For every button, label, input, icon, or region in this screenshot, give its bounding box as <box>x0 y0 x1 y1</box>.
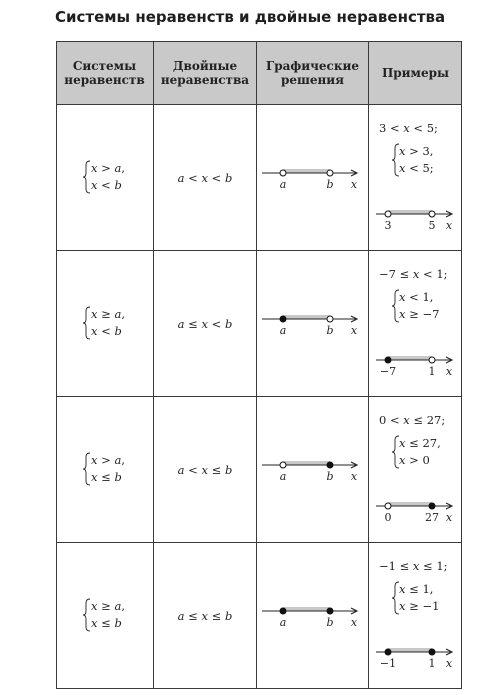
right-endpoint-label: 1 <box>428 657 436 670</box>
graphic-number-line <box>262 604 369 630</box>
left-endpoint-label: −1 <box>379 657 397 670</box>
open-point-left <box>385 211 391 217</box>
system-brace <box>83 160 91 194</box>
open-point-right <box>327 170 333 176</box>
page-title: Системы неравенств и двойные неравенства <box>55 8 446 26</box>
example-double-inequality: −7 ≤ x < 1; <box>379 267 448 281</box>
open-point-left <box>385 503 391 509</box>
axis-label: x <box>445 219 453 232</box>
double-inequality: a < x ≤ b <box>177 463 233 477</box>
open-point-left <box>280 462 286 468</box>
header-examples: Примеры <box>381 65 450 80</box>
closed-point-left <box>280 316 286 322</box>
graphic-number-line <box>262 312 369 338</box>
example-double-inequality: 3 < x < 5; <box>379 121 438 135</box>
system-line: x ≥ −1 <box>399 599 440 613</box>
system-line: x ≤ 27, <box>399 436 441 450</box>
closed-point-right <box>429 649 435 655</box>
closed-point-right <box>429 503 435 509</box>
system-line: x > 0 <box>399 453 430 467</box>
axis-label: x <box>445 657 453 670</box>
system-line: x < 5; <box>399 161 434 175</box>
system-line: x ≤ 1, <box>399 582 434 596</box>
right-endpoint-label: b <box>326 178 334 191</box>
left-endpoint-label: a <box>279 324 287 337</box>
system-line: x ≥ a, <box>91 307 125 321</box>
system-line: x > 3, <box>399 144 434 158</box>
table-row <box>56 397 462 542</box>
system-brace <box>83 598 91 632</box>
solution-band <box>283 169 330 173</box>
right-endpoint-label: 5 <box>428 219 436 232</box>
closed-point-left <box>385 357 391 363</box>
system-line: x ≤ b <box>91 470 122 484</box>
header-systems: Системы неравенств <box>64 58 145 87</box>
example-number-line <box>376 499 464 525</box>
example-double-inequality: 0 < x ≤ 27; <box>379 413 446 427</box>
double-inequality: a < x < b <box>177 171 233 185</box>
solution-band <box>388 210 432 214</box>
example-system <box>399 435 441 469</box>
open-point-left <box>280 170 286 176</box>
example-number-line <box>376 207 464 233</box>
system-line: x ≤ b <box>91 616 122 630</box>
right-endpoint-label: b <box>326 324 334 337</box>
header-double: Двойные неравенства <box>160 58 250 87</box>
axis-label: x <box>445 511 453 524</box>
example-system <box>399 289 439 323</box>
table-border-top <box>56 41 462 42</box>
right-endpoint-label: b <box>326 616 334 629</box>
example-system <box>399 581 439 615</box>
system-of-inequalities <box>91 452 125 486</box>
axis-label: x <box>350 324 358 337</box>
double-inequality: a ≤ x ≤ b <box>177 609 233 623</box>
double-inequality: a ≤ x < b <box>177 317 233 331</box>
system-of-inequalities <box>91 598 125 632</box>
table-row <box>56 543 462 688</box>
solution-band <box>388 648 432 652</box>
system-line: x > a, <box>91 161 125 175</box>
axis-label: x <box>445 365 453 378</box>
left-endpoint-label: a <box>279 616 287 629</box>
system-line: x > a, <box>91 453 125 467</box>
solution-band <box>388 502 432 506</box>
closed-point-right <box>327 608 333 614</box>
open-point-right <box>429 211 435 217</box>
system-of-inequalities <box>91 306 125 340</box>
table-row <box>56 251 462 396</box>
axis-label: x <box>350 470 358 483</box>
system-line: x < b <box>91 178 122 192</box>
system-line: x < 1, <box>399 290 434 304</box>
axis-label: x <box>350 178 358 191</box>
example-number-line <box>376 645 464 671</box>
graphic-number-line <box>262 166 369 192</box>
solution-band <box>283 315 330 319</box>
graphic-number-line <box>262 458 369 484</box>
left-endpoint-label: 0 <box>384 511 392 524</box>
left-endpoint-label: a <box>279 470 287 483</box>
inequalities-table <box>56 41 462 689</box>
right-endpoint-label: 1 <box>428 365 436 378</box>
system-line: x ≥ a, <box>91 599 125 613</box>
closed-point-left <box>385 649 391 655</box>
header-graphic: Графические решения <box>265 58 360 87</box>
solution-band <box>388 356 432 360</box>
example-system <box>399 143 434 177</box>
example-number-line <box>376 353 464 379</box>
system-line: x ≥ −7 <box>399 307 440 321</box>
right-endpoint-label: 27 <box>425 511 439 524</box>
axis-label: x <box>350 616 358 629</box>
left-endpoint-label: −7 <box>379 365 397 378</box>
solution-band <box>283 461 330 465</box>
left-endpoint-label: 3 <box>384 219 392 232</box>
open-point-right <box>429 357 435 363</box>
system-of-inequalities <box>91 160 125 194</box>
system-line: x < b <box>91 324 122 338</box>
example-double-inequality: −1 ≤ x ≤ 1; <box>379 559 448 573</box>
closed-point-left <box>280 608 286 614</box>
open-point-right <box>327 316 333 322</box>
system-brace <box>83 452 91 486</box>
system-brace <box>83 306 91 340</box>
solution-band <box>283 607 330 611</box>
closed-point-right <box>327 462 333 468</box>
right-endpoint-label: b <box>326 470 334 483</box>
left-endpoint-label: a <box>279 178 287 191</box>
table-row <box>56 105 462 250</box>
table-border-bottom <box>56 688 462 689</box>
